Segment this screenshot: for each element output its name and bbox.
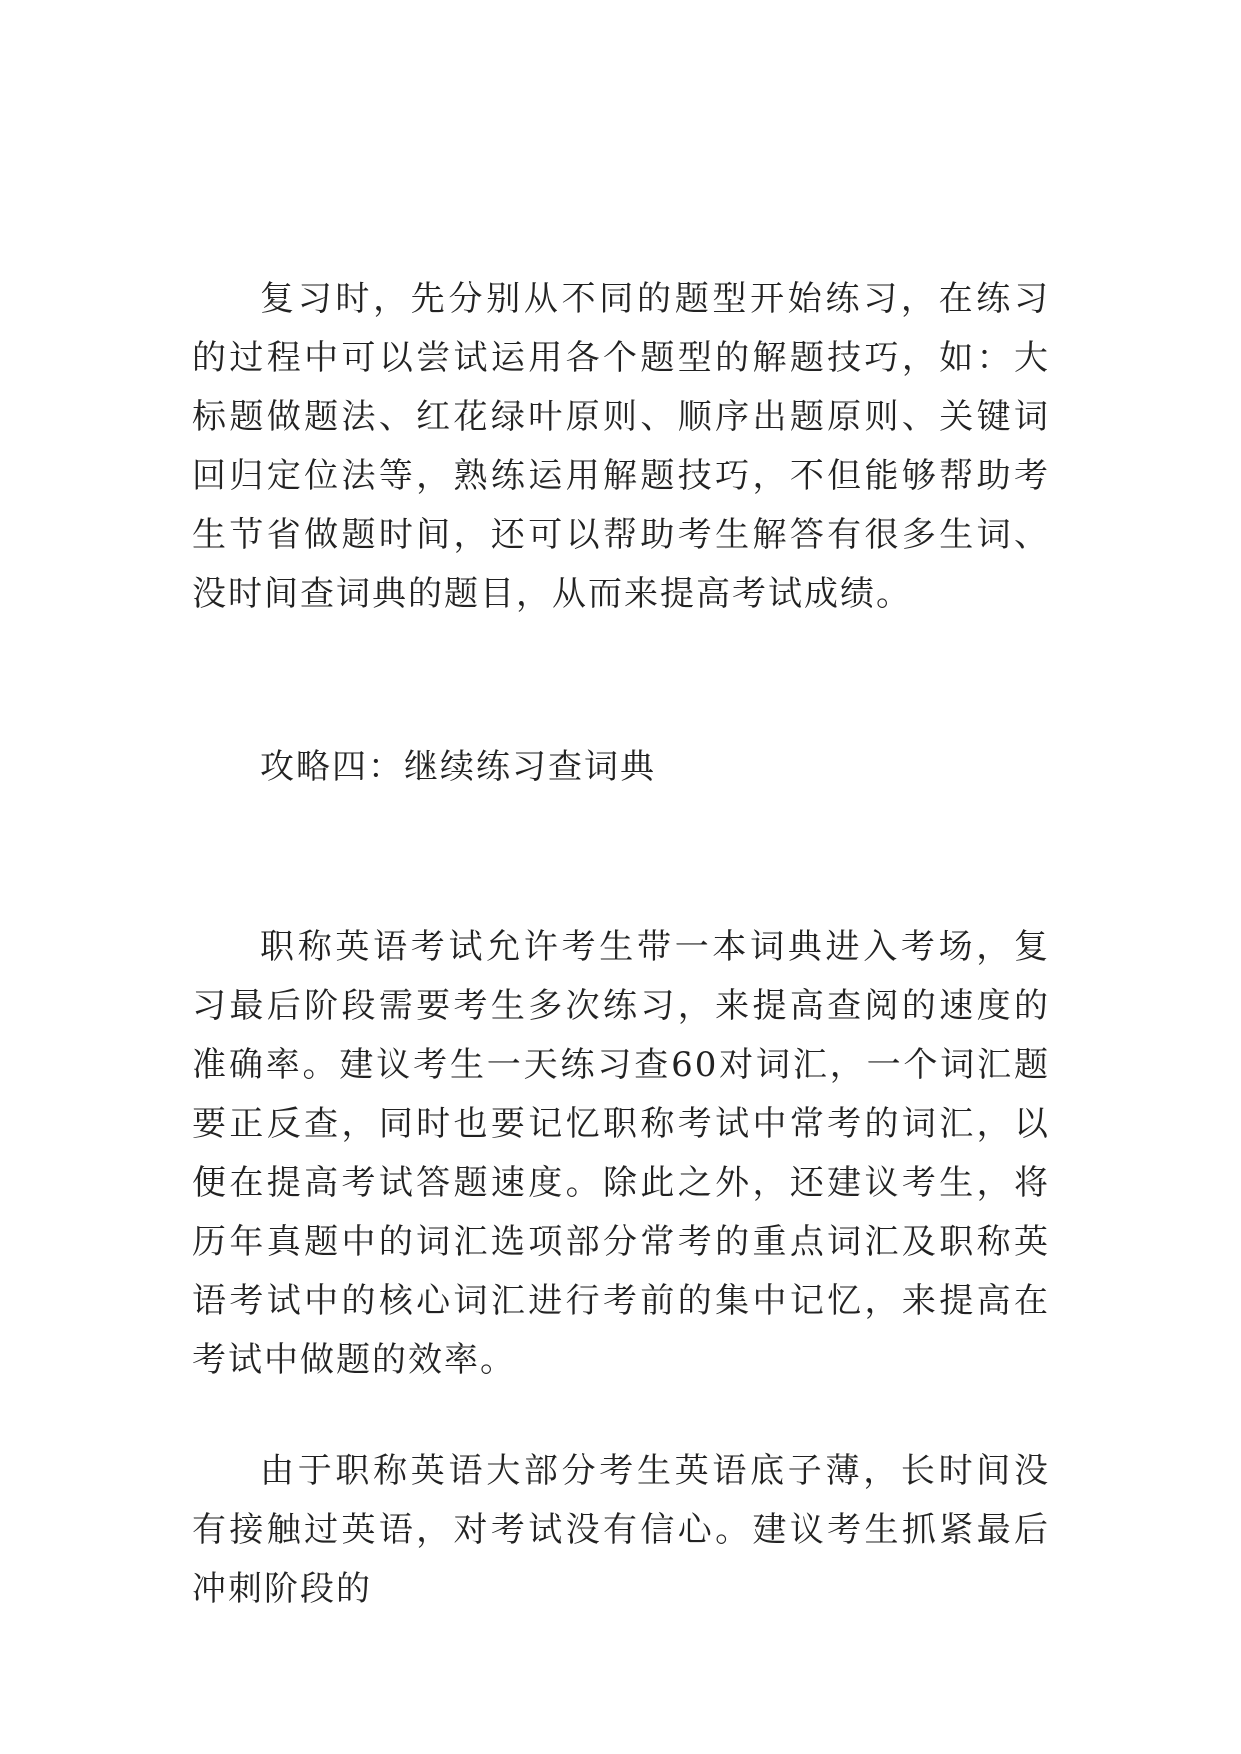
section-heading-strategy-four: 攻略四：继续练习查词典: [260, 747, 656, 787]
paragraph-review-techniques: 复习时，先分别从不同的题型开始练习，在练习的过程中可以尝试运用各个题型的解题技巧，如：大标题做题法、红花绿叶原则、顺序出题原则、关键词回归定位法等，熟练运用解题技巧，不但能够帮助考生节省做题时间，还可以帮助考生解答有很多生词、没时间查词典的题目，从而来提高考试成绩。: [192, 279, 1050, 614]
paragraph-confidence: 由于职称英语大部分考生英语底子薄，长时间没有接触过英语，对考试没有信心。建议考生抓紧最后冲刺阶段的: [192, 1451, 1050, 1609]
paragraph-dictionary-practice: 职称英语考试允许考生带一本词典进入考场，复习最后阶段需要考生多次练习，来提高查阅的速度的准确率。建议考生一天练习查60对词汇，一个词汇题要正反查，同时也要记忆职称考试中常考的词汇，以便在提高考试答题速度。除此之外，还建议考生，将历年真题中的词汇选项部分常考的重点词汇及职称英语考试中的核心词汇进行考前的集中记忆，来提高在考试中做题的效率。: [192, 927, 1050, 1380]
